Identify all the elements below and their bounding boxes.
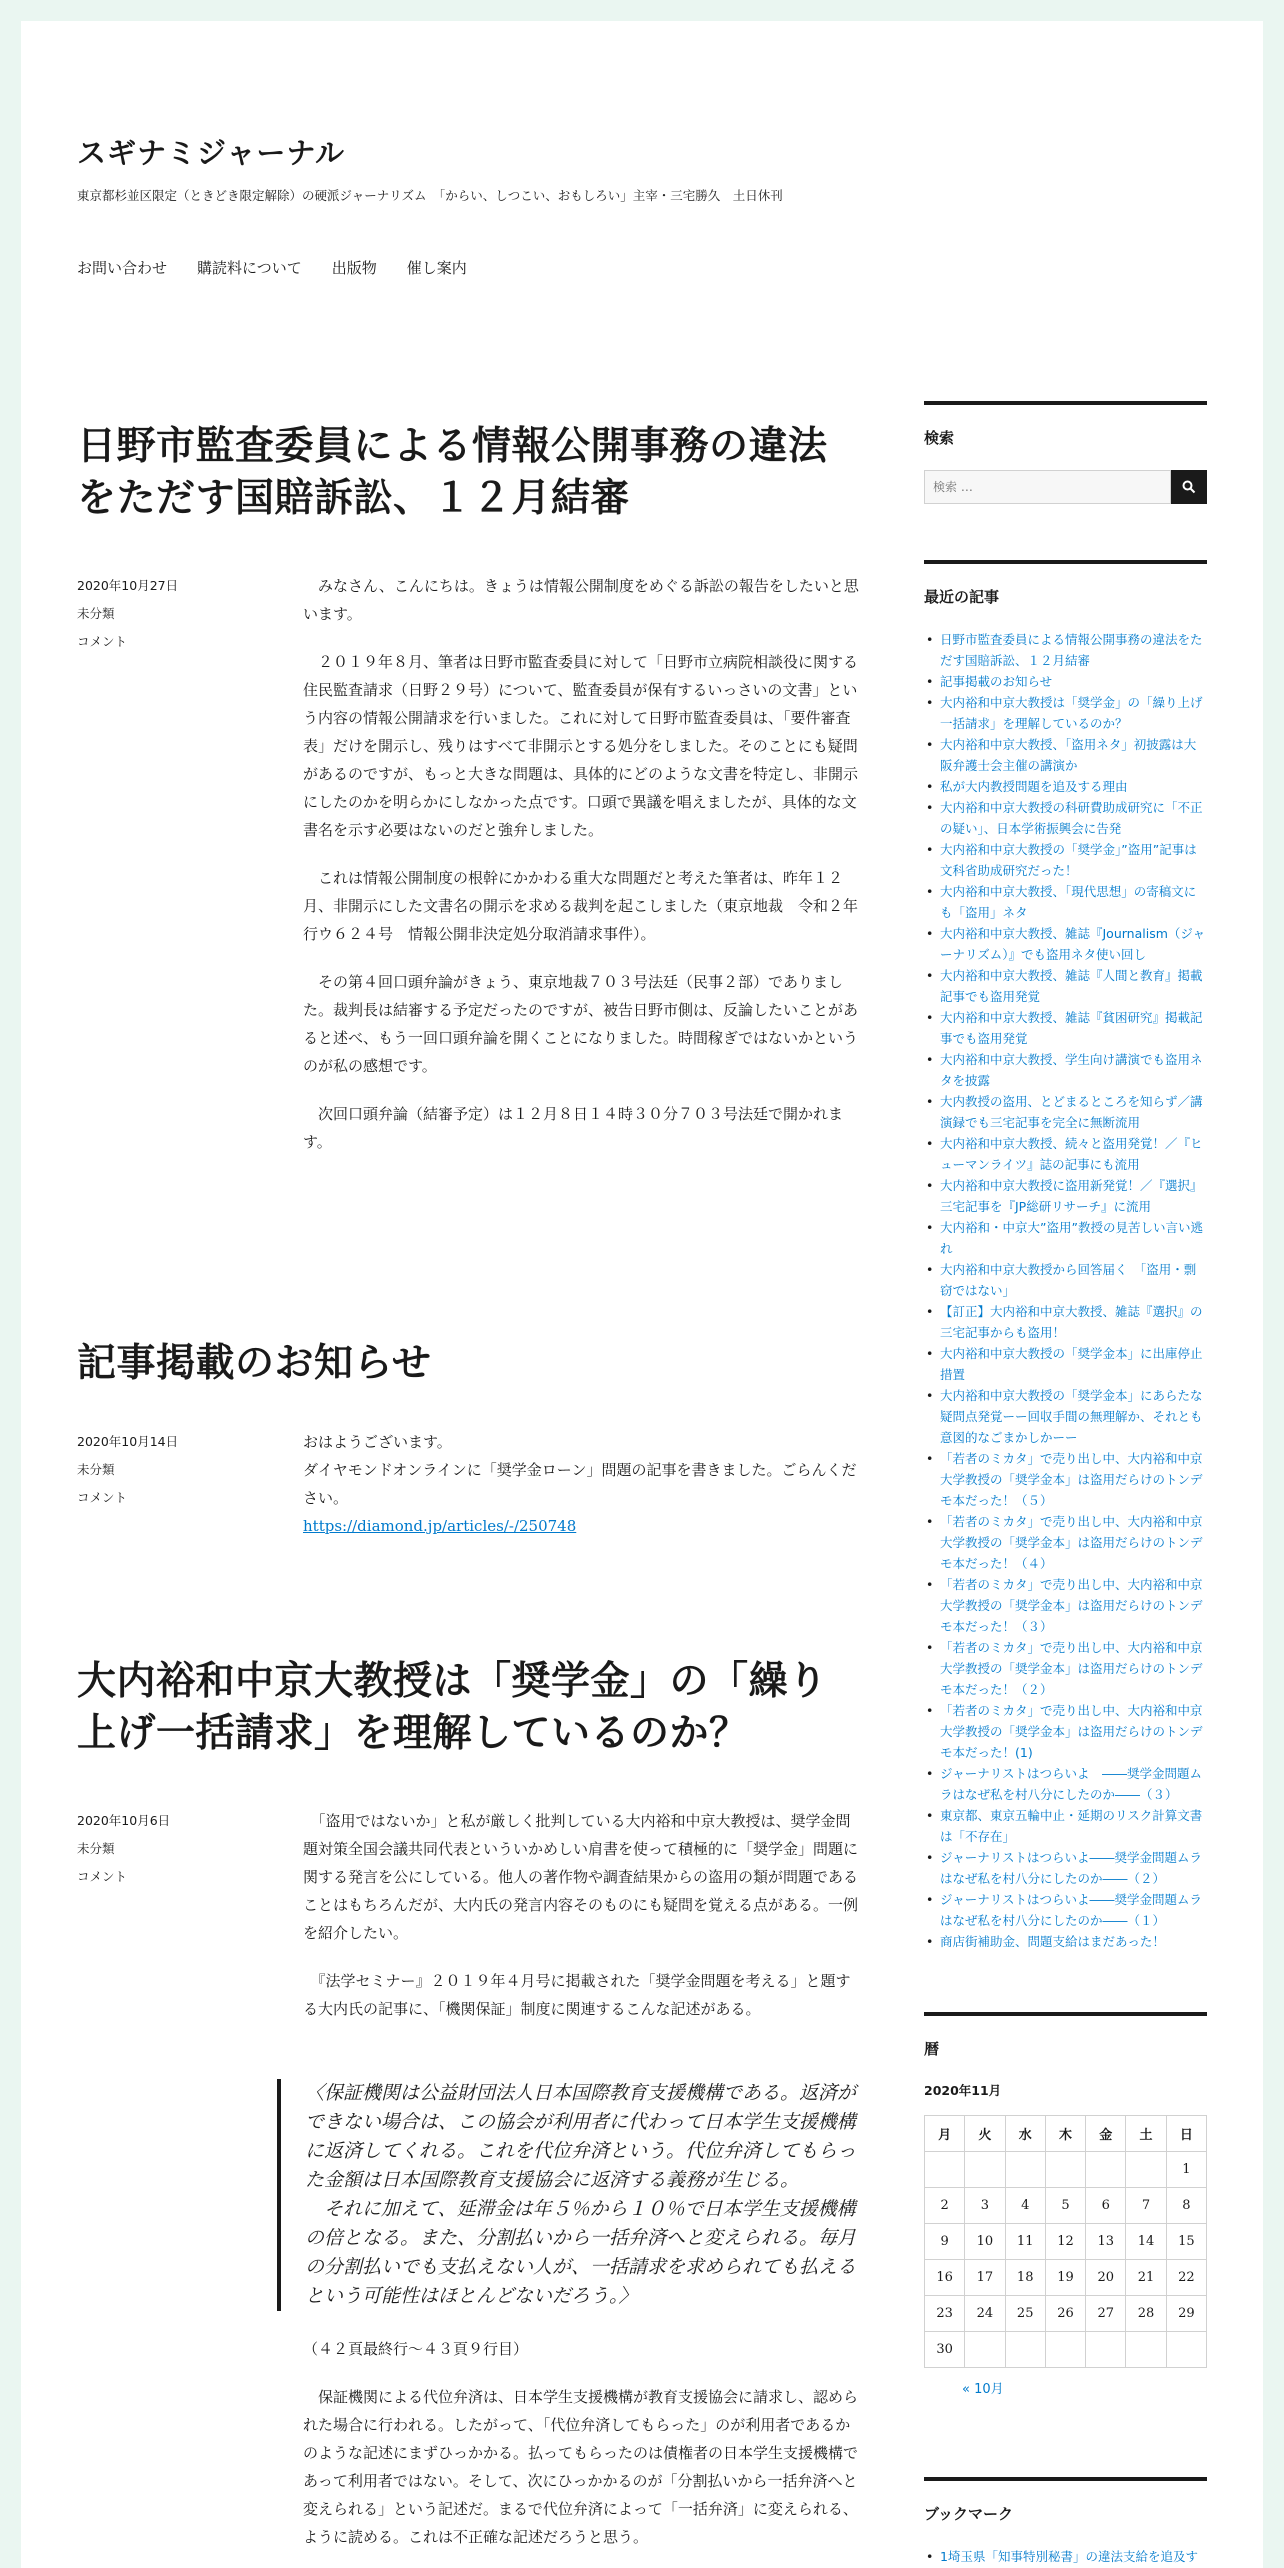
blockquote xyxy=(277,2079,863,2311)
post-meta xyxy=(77,1807,303,2568)
calendar-day: 10 xyxy=(965,2224,1005,2260)
recent-post-link[interactable]: • 大内裕和中京大教授の「奨学金本」に出庫停止措置 xyxy=(924,1343,1207,1385)
post-title[interactable]: 日野市監査委員による情報公開事務の違法をただす国賠訴訟、１２月結審 xyxy=(77,424,828,522)
recent-post-link[interactable]: • 記事掲載のお知らせ xyxy=(924,671,1207,692)
search-icon xyxy=(1182,480,1196,494)
page xyxy=(21,21,1263,2568)
calendar-widget xyxy=(924,2012,1207,2397)
post-comment-link[interactable]: コメント xyxy=(77,1490,128,1506)
paragraph: 「盗用ではないか」と私が厳しく批判している大内裕和中京大教授は、奨学金問題対策全国会議共同代表といういかめしい肩書を使って積極的に「奨学金」問題に関する発言を公にしている。他人の著作物や調査結果からの盗用の類が問題であることはもちろんだが、大内氏の発言内容そのものにも疑問を覚える点がある。一例を紹介したい。 xyxy=(303,1811,859,1942)
calendar-week xyxy=(925,2152,1207,2188)
calendar-day xyxy=(1166,2332,1206,2368)
calendar-day: 11 xyxy=(1005,2224,1045,2260)
calendar-week xyxy=(925,2188,1207,2224)
calendar-day: 28 xyxy=(1126,2296,1166,2332)
bookmarks-list xyxy=(924,2546,1207,2567)
calendar-week xyxy=(925,2224,1207,2260)
recent-post-link[interactable]: • ジャーナリストはつらいよ――奨学金問題ムラはなぜ私を村八分にしたのか――（２） xyxy=(924,1847,1207,1889)
post-title[interactable]: 記事掲載のお知らせ xyxy=(77,1341,432,1386)
calendar-weekday: 月 xyxy=(925,2116,965,2152)
site-title[interactable]: スギナミジャーナル xyxy=(77,136,345,170)
search-input[interactable] xyxy=(924,470,1171,504)
main-nav xyxy=(77,257,467,278)
calendar-day xyxy=(965,2152,1005,2188)
calendar-day: 23 xyxy=(925,2296,965,2332)
calendar-day: 2 xyxy=(925,2188,965,2224)
calendar-day: 29 xyxy=(1166,2296,1206,2332)
calendar-day: 13 xyxy=(1086,2224,1126,2260)
recent-post-link[interactable]: • 大内裕和中京大教授、雑誌『人間と教育』掲載記事でも盗用発覚 xyxy=(924,965,1207,1007)
post-title[interactable]: 大内裕和中京大教授は「奨学金」の「繰り上げ一括請求」を理解しているのか？ xyxy=(77,1659,828,1757)
nav-contact[interactable]: お問い合わせ xyxy=(77,259,168,277)
calendar-day: 15 xyxy=(1166,2224,1206,2260)
calendar-day xyxy=(1005,2332,1045,2368)
calendar-day: 27 xyxy=(1086,2296,1126,2332)
post-content xyxy=(303,1428,863,1540)
sidebar xyxy=(924,401,1207,2568)
recent-post-link[interactable]: • 「若者のミカタ」で売り出し中、大内裕和中京大学教授の「奨学金本」は盗用だらけのトンデモ本だった！(1) xyxy=(924,1700,1207,1763)
calendar-day: 14 xyxy=(1126,2224,1166,2260)
post-meta xyxy=(77,1428,303,1540)
quote-line: それに加えて、延滞金は年５％から１０％で日本学生支援機構の倍となる。また、分割払いから一括弁済へと変えられる。毎月の分割払いでも支払えない人が、一括請求を求められても払えるという可能性はほとんどないだろう。〉 xyxy=(305,2197,857,2307)
calendar-day: 16 xyxy=(925,2260,965,2296)
calendar-day: 19 xyxy=(1045,2260,1085,2296)
calendar-day: 1 xyxy=(1166,2152,1206,2188)
article-link[interactable]: https://diamond.jp/articles/-/250748 xyxy=(303,1517,577,1536)
calendar-day: 30 xyxy=(925,2332,965,2368)
calendar-week xyxy=(925,2296,1207,2332)
post-body xyxy=(77,1428,863,1540)
paragraph: ２０１９年８月、筆者は日野市監査委員に対して「日野市立病院相談役に関する住民監査請求（日野２９号）について、監査委員が保有するいっさいの文書」という内容の情報公開請求を行いました。これに対して日野市監査委員は、「要件審査表」だけを開示し、残りはすべて非開示とする処分をしました。そのことにも疑問があるのですが、もっと大きな問題は、具体的にどのような文書を特定し、非開示にしたのかを明らかにしなかった点です。口頭で異議を唱えましたが、具体的な文書名を示す必要はないのだと強弁しました。 xyxy=(303,652,859,839)
paragraph: 『法学セミナー』２０１９年４月号に掲載された「奨学金問題を考える」と題する大内氏の記事に、「機関保証」制度に関連するこんな記述がある。 xyxy=(303,1971,851,2018)
recent-post-link[interactable]: • 日野市監査委員による情報公開事務の違法をただす国賠訴訟、１２月結審 xyxy=(924,629,1207,671)
paragraph: これは情報公開制度の根幹にかかわる重大な問題だと考えた筆者は、昨年１２月、非開示にした文書名の開示を求める裁判を起こしました（東京地裁 令和２年行ウ６２４号 情報公開非決定処分取消請求事件）。 xyxy=(303,868,859,943)
calendar-day: 9 xyxy=(925,2224,965,2260)
calendar-day xyxy=(1045,2332,1085,2368)
calendar-day: 5 xyxy=(1045,2188,1085,2224)
post-body xyxy=(77,1807,863,2568)
recent-post-link[interactable]: • 東京都、東京五輪中止・延期のリスク計算文書は「不存在」 xyxy=(924,1805,1207,1847)
calendar-day: 21 xyxy=(1126,2260,1166,2296)
paragraph: みなさん、こんにちは。きょうは情報公開制度をめぐる訴訟の報告をしたいと思います。 xyxy=(303,576,859,623)
recent-post-link[interactable]: • 大内裕和中京大教授、雑誌『貧困研究』掲載記事でも盗用発覚 xyxy=(924,1007,1207,1049)
calendar-day: 3 xyxy=(965,2188,1005,2224)
calendar-weekday: 水 xyxy=(1005,2116,1045,2152)
post-category[interactable]: 未分類 xyxy=(77,1462,115,1478)
bookmark-link[interactable]: • 1埼玉県「知事特別秘書」の違法支給を追及す xyxy=(924,2546,1207,2567)
recent-post-link[interactable]: • ジャーナリストはつらいよ――奨学金問題ムラはなぜ私を村八分にしたのか――（１） xyxy=(924,1889,1207,1931)
recent-post-link[interactable]: • 大内裕和中京大教授、雑誌『Journalism（ジャーナリズム）』でも盗用ネタ使い回し xyxy=(924,923,1207,965)
recent-post-link[interactable]: • 大内裕和中京大教授は「奨学金」の「繰り上げ一括請求」を理解しているのか？ xyxy=(924,692,1207,734)
calendar-day: 22 xyxy=(1166,2260,1206,2296)
calendar-prev-link[interactable]: « 10月 xyxy=(962,2382,1004,2397)
recent-post-link[interactable]: • 「若者のミカタ」で売り出し中、大内裕和中京大学教授の「奨学金本」は盗用だらけのトンデモ本だった！（５） xyxy=(924,1448,1207,1511)
post-3 xyxy=(77,1656,863,2568)
nav-events[interactable]: 催し案内 xyxy=(406,259,467,277)
calendar-day: 24 xyxy=(965,2296,1005,2332)
recent-post-link[interactable]: • 大内教授の盗用、とどまるところを知らず／講演録でも三宅記事を完全に無断流用 xyxy=(924,1091,1207,1133)
post-2 xyxy=(77,1338,863,1540)
widget-title: 最近の記事 xyxy=(924,588,1000,606)
search-button[interactable] xyxy=(1171,470,1207,504)
calendar-week xyxy=(925,2260,1207,2296)
calendar-day xyxy=(1045,2152,1085,2188)
calendar-day: 4 xyxy=(1005,2188,1045,2224)
site-description: 東京都杉並区限定（ときどき限定解除）の硬派ジャーナリズム 「からい、しつこい、おもしろい」主宰・三宅勝久 土日休刊 xyxy=(77,188,783,203)
site-header xyxy=(77,131,1217,204)
calendar-day xyxy=(1126,2152,1166,2188)
calendar-day xyxy=(1086,2152,1126,2188)
calendar-week xyxy=(925,2332,1207,2368)
widget-title: 検索 xyxy=(924,429,955,447)
calendar-day: 26 xyxy=(1045,2296,1085,2332)
calendar-day xyxy=(1005,2152,1045,2188)
calendar-weekday: 日 xyxy=(1166,2116,1206,2152)
search-widget xyxy=(924,401,1207,504)
calendar-weekday: 土 xyxy=(1126,2116,1166,2152)
recent-post-link[interactable]: • 【訂正】大内裕和中京大教授、雑誌『選択』の三宅記事からも盗用！ xyxy=(924,1301,1207,1343)
recent-post-link[interactable]: • 大内裕和中京大教授、続々と盗用発覚！／『ヒューマンライツ』誌の記事にも流用 xyxy=(924,1133,1207,1175)
recent-post-link[interactable]: • 大内裕和中京大教授から回答届く 「盗用・剽窃ではない」 xyxy=(924,1259,1207,1301)
post-meta xyxy=(77,572,303,1176)
widget-title: ブックマーク xyxy=(924,2505,1013,2523)
recent-post-link[interactable]: • 私が大内教授問題を追及する理由 xyxy=(924,776,1207,797)
calendar-weekday: 木 xyxy=(1045,2116,1085,2152)
calendar-day: 6 xyxy=(1086,2188,1126,2224)
recent-post-link[interactable]: • 大内裕和中京大教授の「奨学金」”盗用”記事は文科省助成研究だった！ xyxy=(924,839,1207,881)
nav-subscription[interactable]: 購読料について xyxy=(197,259,302,277)
calendar-weekday: 金 xyxy=(1086,2116,1126,2152)
calendar-header-row xyxy=(925,2116,1207,2152)
recent-post-link[interactable]: • 大内裕和・中京大”盗用”教授の見苦しい言い逃れ xyxy=(924,1217,1207,1259)
post-date[interactable]: 2020年10月27日 xyxy=(77,577,179,593)
bookmarks-widget xyxy=(924,2477,1207,2567)
recent-post-link[interactable]: • 「若者のミカタ」で売り出し中、大内裕和中京大学教授の「奨学金本」は盗用だらけのトンデモ本だった！（２） xyxy=(924,1637,1207,1700)
recent-post-link[interactable]: • 商店街補助金、問題支給はまだあった！ xyxy=(924,1931,1207,1952)
recent-posts-widget xyxy=(924,560,1207,1952)
paragraph: その第４回口頭弁論がきょう、東京地裁７０３号法廷（民事２部）でありました。裁判長は結審する予定だったのですが、被告日野市側は、反論したいことがあると述べ、もう一回口頭弁論を開くことになりました。時間稼ぎではないかというのが私の感想です。 xyxy=(303,972,859,1075)
post-1 xyxy=(77,421,863,1176)
calendar-day: 17 xyxy=(965,2260,1005,2296)
paragraph: おはようございます。 xyxy=(303,1433,452,1452)
nav-publications[interactable]: 出版物 xyxy=(331,259,377,277)
recent-posts-list xyxy=(924,629,1207,1952)
calendar-day xyxy=(1126,2332,1166,2368)
post-date[interactable]: 2020年10月6日 xyxy=(77,1812,171,1828)
calendar-day: 20 xyxy=(1086,2260,1126,2296)
recent-post-link[interactable]: • 「若者のミカタ」で売り出し中、大内裕和中京大学教授の「奨学金本」は盗用だらけのトンデモ本だった！（４） xyxy=(924,1511,1207,1574)
paragraph: （４２頁最終行〜４３頁９行目） xyxy=(303,2339,529,2358)
calendar-table xyxy=(924,2115,1207,2368)
post-body xyxy=(77,572,863,1176)
post-date[interactable]: 2020年10月14日 xyxy=(77,1434,179,1450)
recent-post-link[interactable]: • 大内裕和中京大教授、学生向け講演でも盗用ネタを披露 xyxy=(924,1049,1207,1091)
calendar-day xyxy=(925,2152,965,2188)
recent-post-link[interactable]: • 大内裕和中京大教授の「奨学金本」にあらたな疑問点発覚ーー回収手間の無理解か、それとも意図的なごまかしかーー xyxy=(924,1385,1207,1448)
calendar-day: 7 xyxy=(1126,2188,1166,2224)
post-comment-link[interactable]: コメント xyxy=(77,1868,128,1884)
post-category[interactable]: 未分類 xyxy=(77,605,115,621)
post-content xyxy=(303,572,863,1176)
calendar-day: 8 xyxy=(1166,2188,1206,2224)
calendar-day xyxy=(965,2332,1005,2368)
calendar-weekday: 火 xyxy=(965,2116,1005,2152)
recent-post-link[interactable]: • 大内裕和中京大教授に盗用新発覚！／『選択』三宅記事を『JP総研リサーチ』に流用 xyxy=(924,1175,1207,1217)
paragraph: ダイヤモンドオンラインに「奨学金ローン」問題の記事を書きました。ごらんください。 xyxy=(303,1461,857,1508)
recent-post-link[interactable]: • ジャーナリストはつらいよ ――奨学金問題ムラはなぜ私を村八分にしたのか――（３） xyxy=(924,1763,1207,1805)
post-category[interactable]: 未分類 xyxy=(77,1840,115,1856)
recent-post-link[interactable]: • 大内裕和中京大教授、「盗用ネタ」初披露は大阪弁護士会主催の講演か xyxy=(924,734,1207,776)
calendar-caption: 2020年11月 xyxy=(924,2083,1002,2098)
paragraph: 次回口頭弁論（結審予定）は１２月８日１４時３０分７０３号法廷で開かれます。 xyxy=(303,1104,844,1151)
calendar-day: 12 xyxy=(1045,2224,1085,2260)
widget-title: 暦 xyxy=(924,2040,940,2058)
recent-post-link[interactable]: • 大内裕和中京大教授の科研費助成研究に「不正の疑い」、日本学術振興会に告発 xyxy=(924,797,1207,839)
paragraph: 保証機関による代位弁済は、日本学生支援機構が教育支援協会に請求し、認められた場合に行われる。したがって、「代位弁済してもらった」のが利用者であるかのような記述にまずひっかかる。払ってもらったのは債権者の日本学生支援機構であって利用者ではない。そして、次にひっかかるのが「分割払いから一括弁済へと変えられる」という記述だ。まるで代位弁済によって「一括弁済」に変えられる、ように読める。これは不正確な記述だろうと思う。 xyxy=(303,2387,859,2546)
calendar-day: 25 xyxy=(1005,2296,1045,2332)
recent-post-link[interactable]: • 大内裕和中京大教授、「現代思想」の寄稿文にも「盗用」ネタ xyxy=(924,881,1207,923)
post-content xyxy=(303,1807,863,2568)
recent-post-link[interactable]: • 「若者のミカタ」で売り出し中、大内裕和中京大学教授の「奨学金本」は盗用だらけのトンデモ本だった！（３） xyxy=(924,1574,1207,1637)
post-comment-link[interactable]: コメント xyxy=(77,633,128,649)
search-form xyxy=(924,470,1207,504)
quote-line: 〈保証機関は公益財団法人日本国際教育支援機構である。返済ができない場合は、この協会が利用者に代わって日本学生支援機構に返済してくれる。これを代位弁済という。代位弁済してもらった金額は日本国際教育支援協会に返済する義務が生じる。 xyxy=(305,2081,857,2191)
calendar-day xyxy=(1086,2332,1126,2368)
calendar-day: 18 xyxy=(1005,2260,1045,2296)
